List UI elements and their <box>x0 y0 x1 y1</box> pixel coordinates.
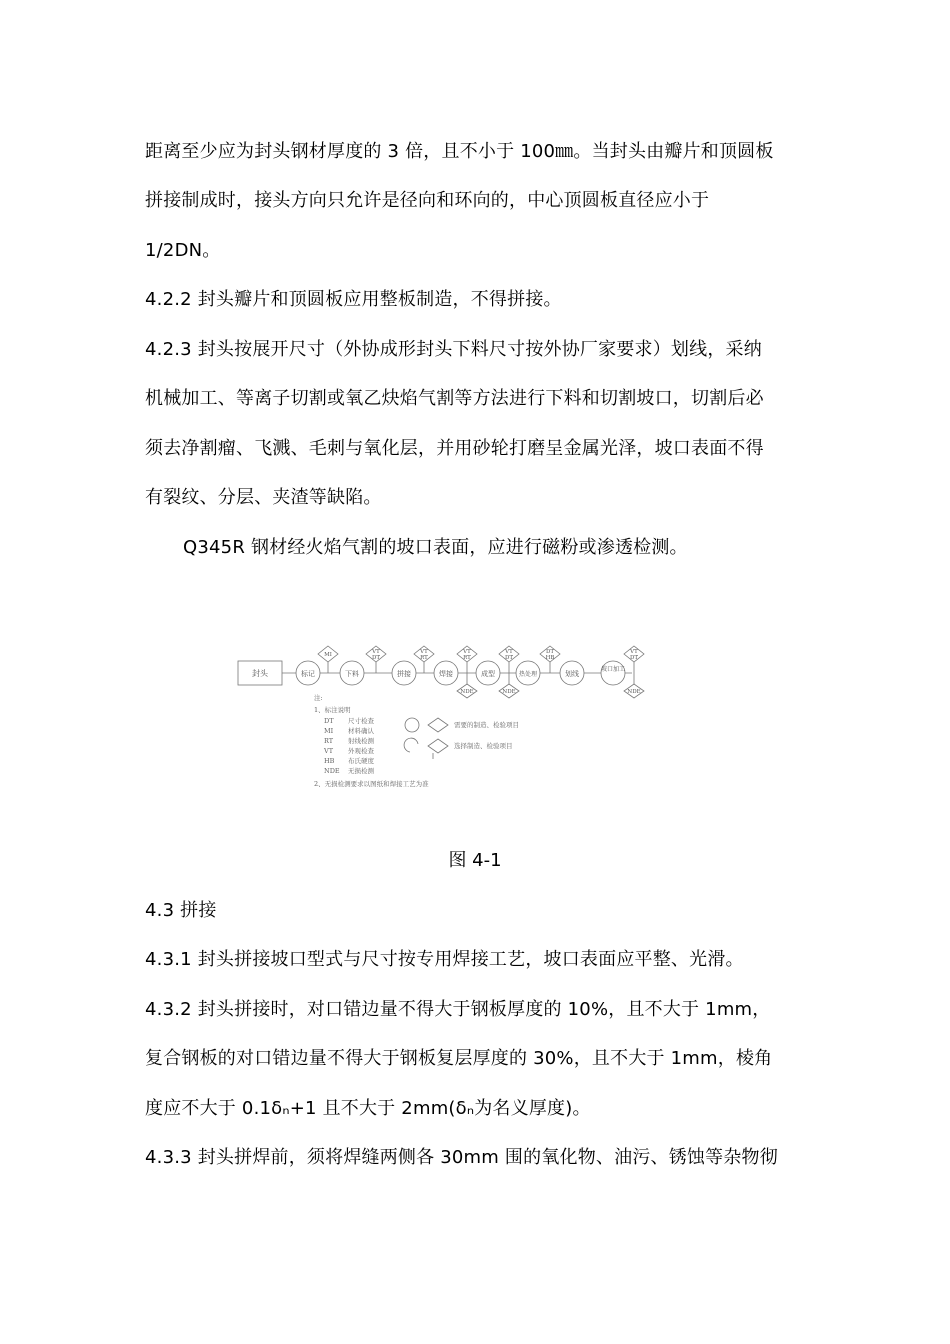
optional-step-symbol <box>404 738 418 752</box>
check-code: VT <box>463 649 471 655</box>
legend-code: NDE <box>324 767 340 775</box>
note-2: 2、无损检测要求以图纸和焊接工艺为准 <box>314 780 429 788</box>
required-step-symbol <box>405 718 419 732</box>
legend-code: HB <box>324 757 335 765</box>
section-4-3-2: 4.3.2 封头拼接时，对口错边量不得大于钢板厚度的 10%，且不大于 1mm， <box>145 999 771 1020</box>
legend-desc: 尺寸检查 <box>348 717 374 725</box>
check-code: VT <box>630 649 638 655</box>
check-code: VT <box>372 649 380 655</box>
step-label: 焊接 <box>439 670 453 678</box>
legend-code: MI <box>324 727 334 735</box>
step-label: 成型 <box>481 670 495 678</box>
check-code: VT <box>505 649 513 655</box>
check-code: NDE <box>502 689 516 695</box>
legend-code: DT <box>324 717 334 725</box>
optional-check-symbol <box>428 739 448 753</box>
step-label: 热处理 <box>518 671 538 678</box>
step-circle <box>340 661 364 685</box>
paragraph-line: 有裂纹、分层、夹渣等缺陷。 <box>145 487 382 508</box>
paragraph-line: 度应不大于 0.1δₙ+1 且不大于 2mm(δₙ为名义厚度)。 <box>145 1098 591 1119</box>
check-code: DT <box>545 649 555 655</box>
check-code: NDE <box>627 689 641 695</box>
note-title: 注: <box>314 694 323 702</box>
step-label: 划线 <box>565 670 579 678</box>
check-code: VT <box>420 649 428 655</box>
section-4-2-2: 4.2.2 封头瓣片和顶圆板应用整板制造，不得拼接。 <box>145 289 562 310</box>
legend-code: VT <box>324 747 334 755</box>
paragraph-line: 1/2DN。 <box>145 240 221 261</box>
section-4-3: 4.3 拼接 <box>145 900 217 921</box>
step-circle <box>296 661 320 685</box>
step-circle <box>516 661 540 685</box>
legend-required-text: 需要的制造、检验项目 <box>454 721 519 729</box>
step-circle <box>476 661 500 685</box>
legend-code: RT <box>324 737 334 745</box>
step-label: 下料 <box>345 670 359 678</box>
legend-desc: 材料确认 <box>348 727 374 735</box>
check-code: DT <box>371 655 381 661</box>
note-1: 1、标注说明 <box>314 706 351 714</box>
check-code: RT <box>420 655 428 661</box>
paragraph-line: 须去净割瘤、飞溅、毛刺与氧化层，并用砂轮打磨呈金属光泽，坡口表面不得 <box>145 438 764 459</box>
process-flow-diagram <box>230 640 660 800</box>
step-circle <box>560 661 584 685</box>
figure-caption: 图 4-1 <box>448 850 502 871</box>
step-circle <box>601 661 625 685</box>
paragraph-line: 复合钢板的对口错边量不得大于钢板复层厚度的 30%，且不大于 1mm，棱角 <box>145 1048 773 1069</box>
legend-desc: 无损检测 <box>348 767 374 775</box>
step-circle <box>392 661 416 685</box>
required-check-symbol <box>428 718 448 732</box>
section-4-2-3: 4.2.3 封头按展开尺寸（外协成形封头下料尺寸按外协厂家要求）划线，采纳 <box>145 339 762 360</box>
paragraph-line: 拼接制成时，接头方向只允许是径向和环向的，中心顶圆板直径应小于 <box>145 190 710 211</box>
check-code: DT <box>504 655 514 661</box>
step-label: 标记 <box>301 670 315 678</box>
legend-desc: 布氏硬度 <box>348 757 374 765</box>
legend-desc: 射线检测 <box>348 737 374 745</box>
paragraph-line: 距离至少应为封头钢材厚度的 3 倍，且不小于 100㎜。当封头由瓣片和顶圆板 <box>145 141 774 162</box>
check-code: NDE <box>460 689 474 695</box>
step-label: 坡口加工 <box>600 666 626 673</box>
step-circle <box>434 661 458 685</box>
start-box-label: 封头 <box>252 669 268 678</box>
check-code: DT <box>629 655 639 661</box>
section-4-3-1: 4.3.1 封头拼接坡口型式与尺寸按专用焊接工艺，坡口表面应平整、光滑。 <box>145 949 744 970</box>
legend-optional-text: 选择制造、检验项目 <box>454 742 513 750</box>
paragraph-line: 机械加工、等离子切割或氧乙炔焰气割等方法进行下料和切割坡口，切割后必 <box>145 388 764 409</box>
check-code: MI <box>324 652 332 658</box>
legend-desc: 外观检查 <box>348 747 374 755</box>
step-label: 拼接 <box>397 670 411 678</box>
section-4-3-3: 4.3.3 封头拼焊前，须将焊缝两侧各 30mm 围的氧化物、油污、锈蚀等杂物彻 <box>145 1147 778 1168</box>
check-code: RT <box>463 655 471 661</box>
check-code: HB <box>545 655 555 661</box>
paragraph-line: Q345R 钢材经火焰气割的坡口表面，应进行磁粉或渗透检测。 <box>183 537 688 558</box>
